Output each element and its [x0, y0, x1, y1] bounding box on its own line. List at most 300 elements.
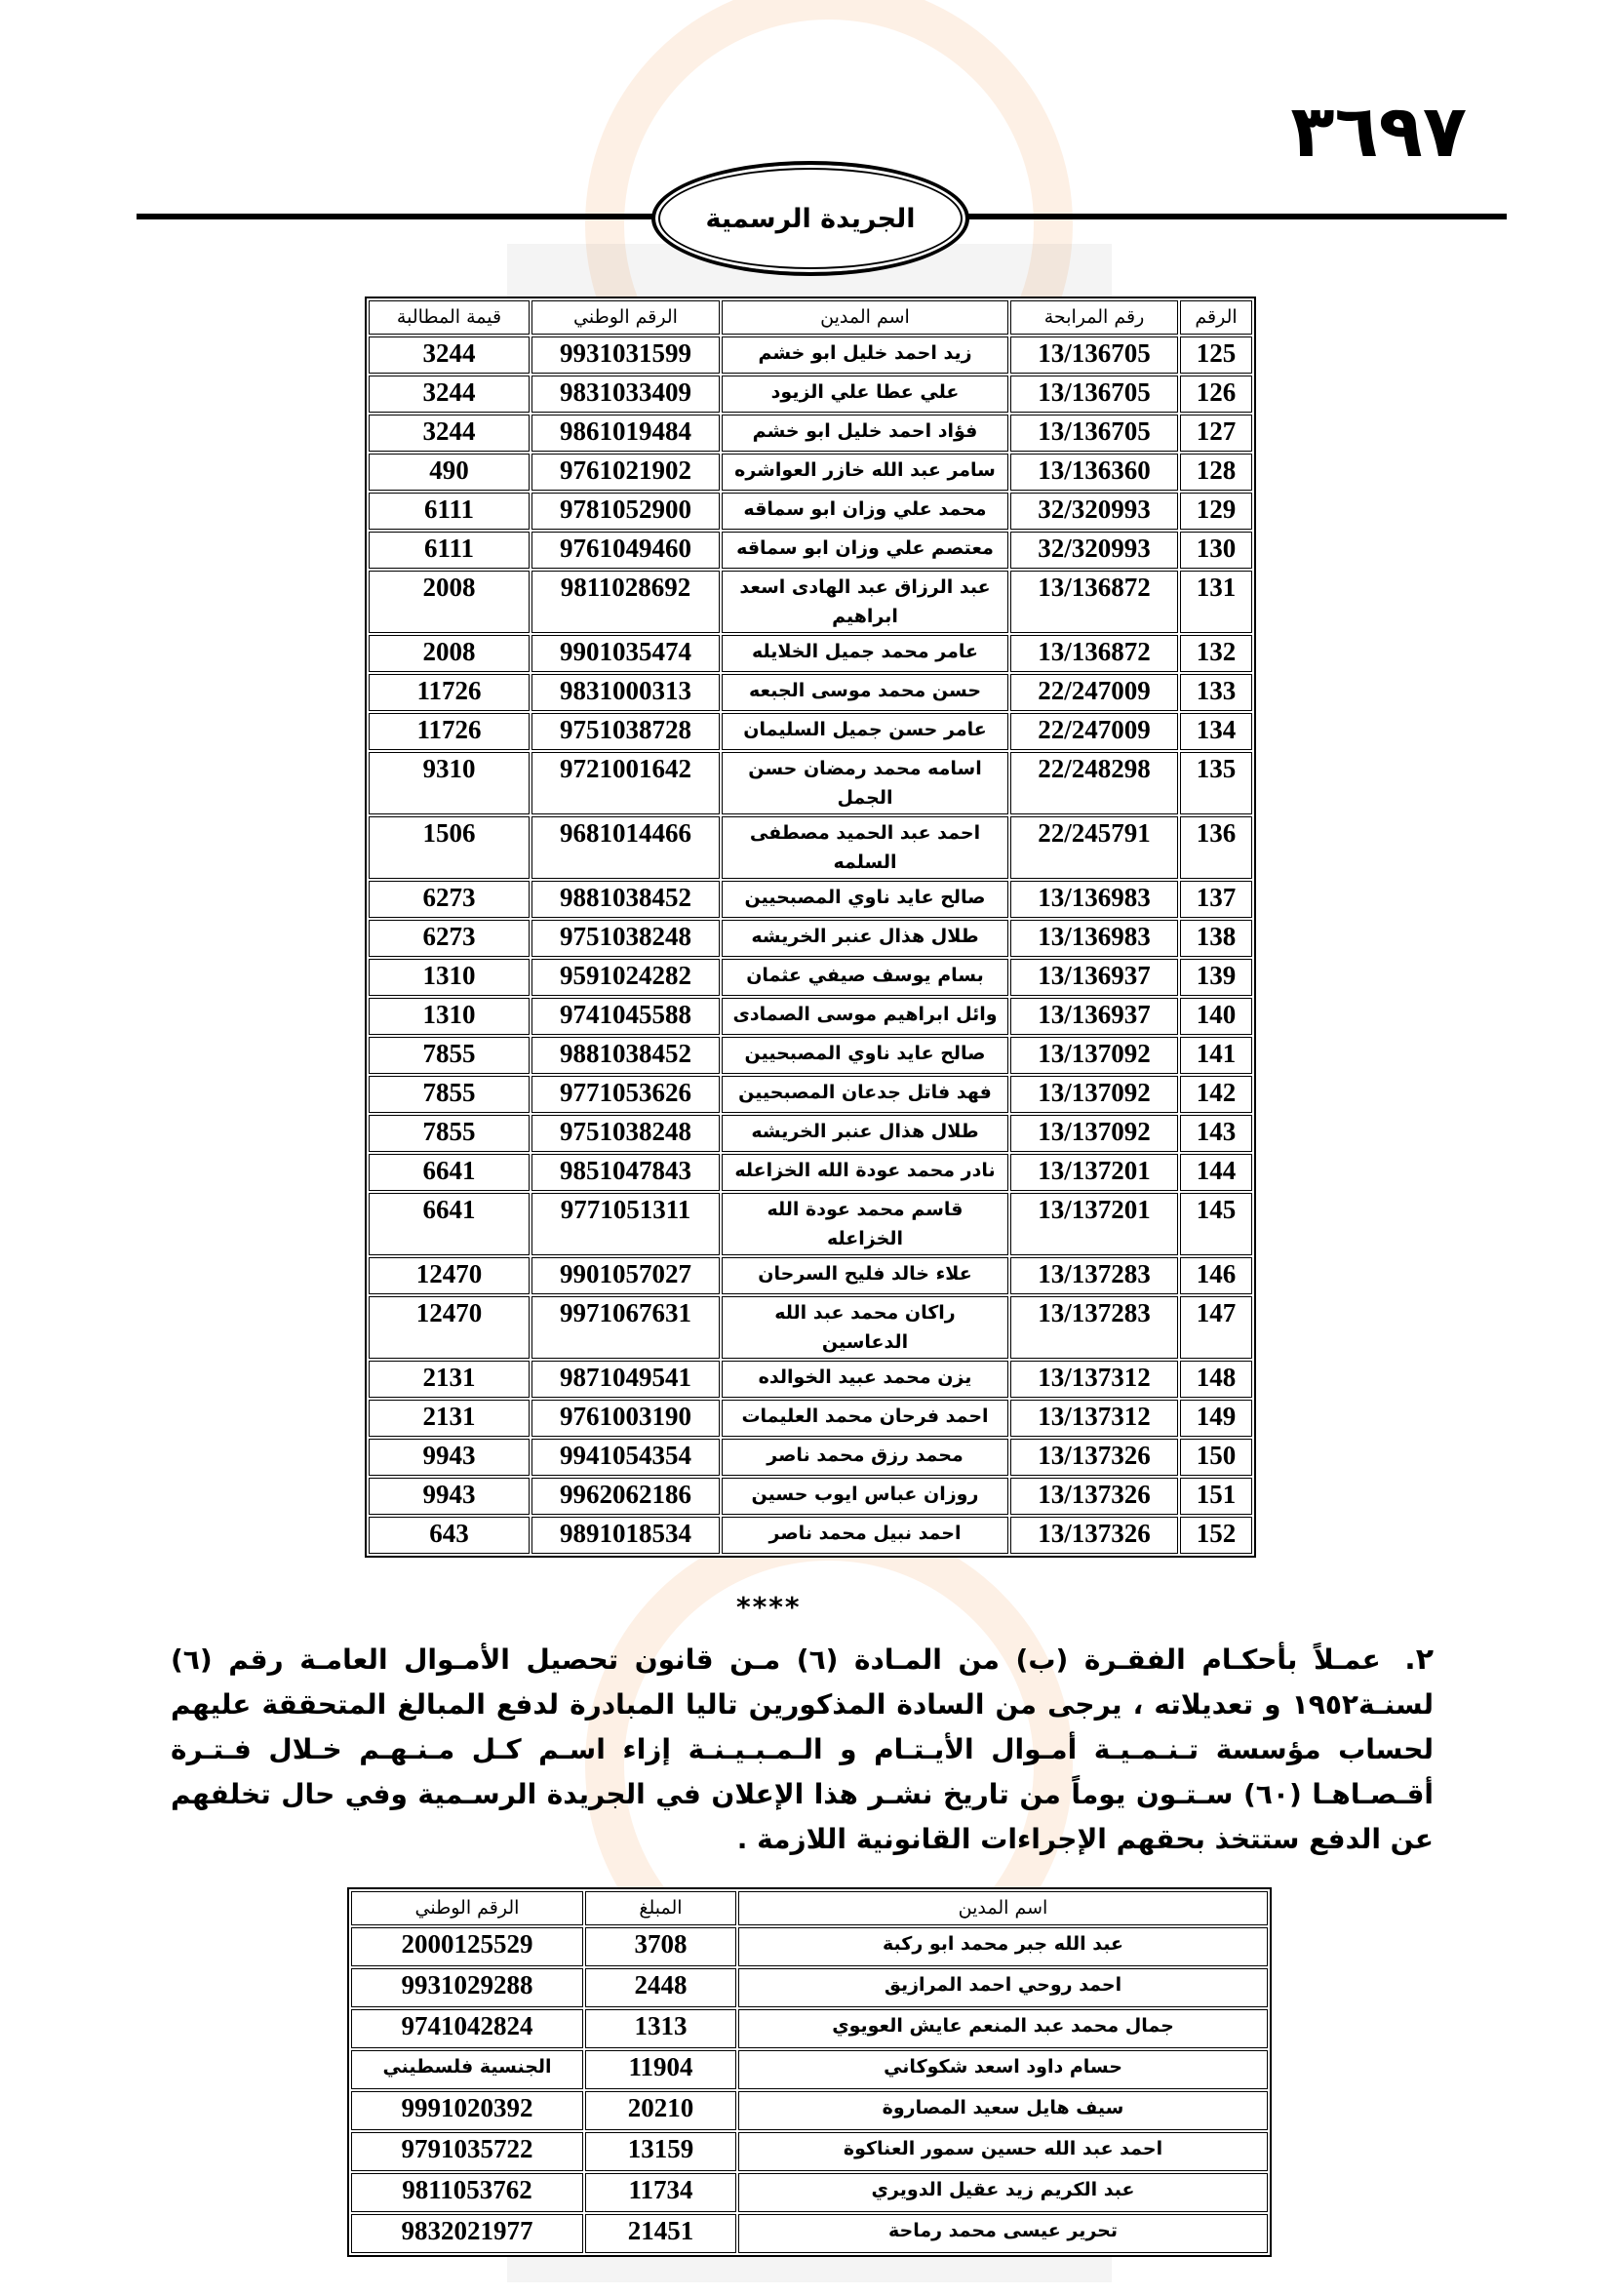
row-number: 147	[1196, 1298, 1237, 1327]
amount: 13159	[627, 2134, 694, 2163]
murabaha-number-cell	[1010, 713, 1178, 750]
debtor-name-cell	[722, 959, 1008, 996]
national-id: 9751038248	[560, 1117, 691, 1146]
column-header-name: اسم المدين	[738, 1891, 1268, 1925]
table-row	[369, 1517, 1252, 1554]
debtor-name-cell	[738, 2009, 1268, 2048]
debtor-name-cell	[722, 920, 1008, 957]
amount-cell	[585, 2009, 736, 2048]
national-id-cell	[531, 816, 720, 879]
row-number: 125	[1196, 338, 1237, 368]
amount: 2448	[634, 1970, 688, 1999]
debtor-name: فؤاد احمد خليل ابو خشم	[752, 420, 978, 442]
claim-amount: 6111	[423, 534, 475, 563]
claim-amount-cell	[369, 1517, 530, 1554]
claim-amount: 11726	[416, 676, 482, 705]
debtor-name: سيف هايل سعيد المصاروة	[882, 2097, 1124, 2118]
national-id: 9901035474	[560, 637, 691, 666]
claim-amount: 643	[429, 1519, 469, 1548]
claim-amount: 3244	[422, 377, 476, 407]
debtor-name: عبد الرزاق عبد الهادى اسعد ابراهيم	[739, 576, 991, 627]
row-number-cell	[1180, 376, 1252, 413]
murabaha-number-cell	[1010, 635, 1178, 672]
murabaha-number-cell	[1010, 752, 1178, 814]
national-id-cell	[351, 2050, 583, 2089]
amount-cell	[585, 2173, 736, 2212]
national-id: 9851047843	[560, 1156, 691, 1185]
debtor-name: وائل ابراهيم موسى الصمادى	[732, 1004, 998, 1025]
national-id-cell	[351, 2214, 583, 2253]
national-id: 9891018534	[560, 1519, 691, 1548]
national-id-cell	[531, 1296, 720, 1359]
murabaha-number: 13/136705	[1038, 416, 1151, 446]
claim-amount: 6111	[423, 495, 475, 524]
murabaha-number: 13/137092	[1038, 1039, 1151, 1068]
murabaha-number-cell	[1010, 1076, 1178, 1113]
national-id-cell	[531, 635, 720, 672]
debtor-name-cell	[722, 454, 1008, 491]
national-id-cell	[531, 959, 720, 996]
claim-amount: 12470	[415, 1259, 483, 1288]
national-id-cell	[531, 1439, 720, 1476]
claim-amount-cell	[369, 415, 530, 452]
row-number: 143	[1196, 1117, 1237, 1146]
debtor-name-cell	[722, 816, 1008, 879]
national-id-cell	[531, 1361, 720, 1398]
national-id: 9831000313	[560, 676, 691, 705]
table-row	[351, 1927, 1268, 1966]
national-id: 9791035722	[401, 2134, 533, 2163]
debtor-name: حسام داود اسعد شكوكاني	[884, 2056, 1122, 2078]
national-id: 9761049460	[560, 534, 691, 563]
national-id-cell	[531, 1257, 720, 1294]
row-number-cell	[1180, 1517, 1252, 1554]
claim-amount-cell	[369, 674, 530, 711]
debtor-name-cell	[722, 1517, 1008, 1554]
claim-amount-cell	[369, 1115, 530, 1152]
murabaha-number: 13/136937	[1038, 961, 1151, 990]
murabaha-number: 13/137283	[1038, 1259, 1151, 1288]
national-id-cell	[531, 493, 720, 530]
claim-amount-cell	[369, 571, 530, 633]
table-row	[369, 881, 1252, 918]
publication-title: الجريدة الرسمية	[705, 203, 916, 234]
claim-amount: 1310	[422, 961, 476, 990]
debtor-name: عامر محمد جميل الخلايله	[751, 641, 979, 662]
debtor-name-cell	[722, 635, 1008, 672]
row-number: 146	[1196, 1259, 1237, 1288]
claim-amount-cell	[369, 752, 530, 814]
row-number-cell	[1180, 571, 1252, 633]
national-id-cell	[531, 376, 720, 413]
debtor-name-cell	[738, 1927, 1268, 1966]
claim-amount-cell	[369, 1361, 530, 1398]
national-id-cell	[531, 1076, 720, 1113]
debtor-name-cell	[722, 493, 1008, 530]
table-row	[351, 1968, 1268, 2007]
claim-amount-cell	[369, 454, 530, 491]
national-id: 9751038728	[560, 715, 691, 744]
claim-amount: 3244	[422, 338, 476, 368]
column-header-amount: قيمة المطالبة	[369, 300, 530, 335]
debtor-name-cell	[722, 1076, 1008, 1113]
table-row	[369, 1257, 1252, 1294]
row-number: 129	[1196, 495, 1237, 524]
row-number: 144	[1196, 1156, 1237, 1185]
row-number-cell	[1180, 1257, 1252, 1294]
amount: 3708	[634, 1929, 688, 1959]
table-row	[351, 2214, 1268, 2253]
claim-amount: 9310	[422, 754, 476, 783]
murabaha-number: 13/136360	[1038, 455, 1151, 485]
amount: 20210	[627, 2093, 694, 2122]
murabaha-number: 13/137201	[1038, 1156, 1151, 1185]
national-id: 9751038248	[560, 922, 691, 951]
amount: 11734	[628, 2175, 693, 2204]
claim-amount: 3244	[422, 416, 476, 446]
national-id: 9811028692	[560, 573, 691, 602]
debtor-name-cell	[738, 2091, 1268, 2130]
table-header-row	[351, 1891, 1268, 1925]
national-id: 9811053762	[402, 2175, 532, 2204]
row-number-cell	[1180, 713, 1252, 750]
national-id-cell	[531, 454, 720, 491]
murabaha-number-cell	[1010, 998, 1178, 1035]
national-id: 2000125529	[401, 1929, 533, 1959]
amount: 1313	[634, 2011, 688, 2040]
row-number-cell	[1180, 1296, 1252, 1359]
national-id: 9901057027	[560, 1259, 691, 1288]
row-number-cell	[1180, 336, 1252, 374]
debtor-name-cell	[722, 752, 1008, 814]
debtor-name: عبد الله جبر محمد ابو ركبة	[883, 1933, 1123, 1955]
row-number-cell	[1180, 920, 1252, 957]
notice-text: عمـلاً بأحكـام الفقـرة (ب) من المـادة (٦) مـن قانون تحصيل الأمـوال العامـة رقم (٦) لسنـة١٩٥٢ و تعديلاته ، يرجى من السادة المذكورين تاليا المبادرة لدفع المبالغ المتحققة عليهم لحساب مؤسسة تـنـمـيـة أمـوال الأيـتـام و الـمـبـيـنـة إزاء اسـم كـل مـنـهـم خـلال فـتـرة أقـصـاهـا (٦٠) سـتـون يوماً من تاريخ نشـر هذا الإعلان في الجريدة الرسـمية وفي حال تخلفهم عن الدفع ستتخذ بحقهم الإجراءات القانونية اللازمة .	[171, 1643, 1434, 1855]
debtor-name: يزن محمد عبيد الخوالده	[758, 1366, 972, 1388]
debtor-name-cell	[722, 1037, 1008, 1074]
table-row	[369, 674, 1252, 711]
table-row	[369, 376, 1252, 413]
murabaha-number: 13/137092	[1038, 1078, 1151, 1107]
page-body	[0, 297, 1613, 2296]
row-number: 145	[1196, 1195, 1237, 1224]
national-id-cell	[531, 532, 720, 569]
table-row	[369, 336, 1252, 374]
national-id: 9832021977	[401, 2216, 533, 2245]
murabaha-number: 32/320993	[1038, 534, 1151, 563]
row-number-cell	[1180, 674, 1252, 711]
row-number-cell	[1180, 635, 1252, 672]
table-row	[369, 713, 1252, 750]
national-id-cell	[531, 571, 720, 633]
row-number: 151	[1196, 1480, 1237, 1509]
murabaha-number: 13/136872	[1038, 637, 1151, 666]
murabaha-number-cell	[1010, 881, 1178, 918]
row-number-cell	[1180, 454, 1252, 491]
amount-cell	[585, 1968, 736, 2007]
claim-amount-cell	[369, 376, 530, 413]
national-id-cell	[531, 336, 720, 374]
column-header-amount: المبلغ	[585, 1891, 736, 1925]
claim-amount: 2131	[422, 1363, 476, 1392]
murabaha-number: 13/137092	[1038, 1117, 1151, 1146]
debtor-name-cell	[722, 532, 1008, 569]
murabaha-number: 13/136983	[1038, 922, 1151, 951]
national-id-cell	[531, 1193, 720, 1255]
table-row	[369, 415, 1252, 452]
debtor-name: علي عطا علي الزيود	[770, 381, 960, 403]
murabaha-number: 13/136705	[1038, 338, 1151, 368]
murabaha-number: 13/136983	[1038, 883, 1151, 912]
table-row	[369, 920, 1252, 957]
claim-amount: 490	[429, 455, 469, 485]
table-row	[369, 752, 1252, 814]
murabaha-number-cell	[1010, 532, 1178, 569]
amount-cell	[585, 2214, 736, 2253]
murabaha-number: 32/320993	[1038, 495, 1151, 524]
national-id: 9681014466	[560, 818, 691, 848]
claim-amount-cell	[369, 1193, 530, 1255]
row-number-cell	[1180, 1076, 1252, 1113]
amount-cell	[585, 1927, 736, 1966]
debtor-name: معتصم علي وزان ابو سماقه	[736, 537, 994, 559]
table-row	[369, 532, 1252, 569]
debtor-name: احمد عبد الله حسين سمور العناكوة	[843, 2138, 1163, 2159]
row-number-cell	[1180, 881, 1252, 918]
claim-amount-cell	[369, 635, 530, 672]
murabaha-number-cell	[1010, 674, 1178, 711]
national-id-cell	[531, 415, 720, 452]
national-id: 9861019484	[560, 416, 691, 446]
national-id-cell	[351, 2091, 583, 2130]
table-row	[369, 1439, 1252, 1476]
national-id: 9721001642	[560, 754, 691, 783]
national-id: 9871049541	[560, 1363, 691, 1392]
debtor-name-cell	[722, 998, 1008, 1035]
amount: 11904	[628, 2052, 693, 2081]
table-row	[369, 454, 1252, 491]
claim-amount-cell	[369, 713, 530, 750]
claim-amount: 2008	[422, 637, 476, 666]
national-id: 9741045588	[560, 1000, 691, 1029]
murabaha-number-cell	[1010, 1478, 1178, 1515]
row-number-cell	[1180, 752, 1252, 814]
debtor-name-cell	[722, 1193, 1008, 1255]
murabaha-number-cell	[1010, 454, 1178, 491]
table-row	[369, 816, 1252, 879]
claim-amount-cell	[369, 959, 530, 996]
row-number: 152	[1196, 1519, 1237, 1548]
national-id: 9931031599	[560, 338, 691, 368]
table-row	[369, 571, 1252, 633]
table-row	[351, 2091, 1268, 2130]
claim-amount-cell	[369, 1037, 530, 1074]
murabaha-number: 13/136937	[1038, 1000, 1151, 1029]
row-number-cell	[1180, 532, 1252, 569]
row-number-cell	[1180, 816, 1252, 879]
national-id-cell	[351, 2173, 583, 2212]
amount-cell	[585, 2091, 736, 2130]
murabaha-number-cell	[1010, 493, 1178, 530]
murabaha-number: 22/248298	[1038, 754, 1151, 783]
debtor-name: قاسم محمد عودة الله الخزاعله	[767, 1199, 964, 1249]
national-id: 9991020392	[401, 2093, 533, 2122]
murabaha-number-cell	[1010, 1257, 1178, 1294]
column-header-name: اسم المدين	[722, 300, 1008, 335]
debtor-name-cell	[738, 2132, 1268, 2171]
debtor-name: محمد رزق محمد ناصر	[767, 1445, 964, 1466]
murabaha-number-cell	[1010, 376, 1178, 413]
national-id: 9931029288	[401, 1970, 533, 1999]
table-row	[369, 1296, 1252, 1359]
table-row	[369, 1478, 1252, 1515]
national-id-cell	[531, 1478, 720, 1515]
row-number-cell	[1180, 1154, 1252, 1191]
claim-amount: 12470	[415, 1298, 483, 1327]
debtor-name: عبد الكريم زيد عقيل الدويري	[871, 2179, 1135, 2200]
debtor-name-cell	[722, 415, 1008, 452]
national-id-cell	[531, 1037, 720, 1074]
debtors-table-2	[347, 1887, 1272, 2257]
claim-amount: 11726	[416, 715, 482, 744]
table-row	[369, 998, 1252, 1035]
row-number-cell	[1180, 1193, 1252, 1255]
murabaha-number-cell	[1010, 1296, 1178, 1359]
column-header-national-id: الرقم الوطني	[531, 300, 720, 335]
national-id: 9831033409	[560, 377, 691, 407]
debtor-name-cell	[722, 1296, 1008, 1359]
row-number: 127	[1196, 416, 1237, 446]
debtor-name-cell	[722, 1400, 1008, 1437]
national-id: 9881038452	[560, 883, 691, 912]
claim-amount: 7855	[422, 1078, 476, 1107]
national-id-cell	[351, 1927, 583, 1966]
claim-amount-cell	[369, 881, 530, 918]
debtors-table-1	[365, 297, 1256, 1558]
claim-amount-cell	[369, 532, 530, 569]
murabaha-number: 13/137326	[1038, 1441, 1151, 1470]
murabaha-number-cell	[1010, 1193, 1178, 1255]
table-row	[369, 1115, 1252, 1152]
publication-masthead	[651, 161, 969, 276]
debtor-name: محمد علي وزان ابو سماقه	[743, 498, 987, 520]
table-row	[369, 1076, 1252, 1113]
table-row	[369, 1361, 1252, 1398]
national-id-cell	[531, 920, 720, 957]
column-header-number: الرقم	[1180, 300, 1252, 335]
row-number-cell	[1180, 1037, 1252, 1074]
row-number-cell	[1180, 1478, 1252, 1515]
claim-amount-cell	[369, 1400, 530, 1437]
table-row	[369, 959, 1252, 996]
national-id-cell	[531, 752, 720, 814]
amount-cell	[585, 2132, 736, 2171]
debtor-name: احمد فرحان محمد العليمات	[741, 1405, 989, 1427]
column-header-murabaha: رقم المرابحة	[1010, 300, 1178, 335]
claim-amount-cell	[369, 920, 530, 957]
table-header-row	[369, 300, 1252, 335]
debtor-name: راكان محمد عبد الله الدعاسين	[774, 1302, 956, 1353]
table-row	[369, 1154, 1252, 1191]
murabaha-number-cell	[1010, 1361, 1178, 1398]
murabaha-number-cell	[1010, 571, 1178, 633]
claim-amount: 6273	[422, 883, 476, 912]
debtor-name: روزان عباس ايوب حسين	[751, 1484, 979, 1505]
debtor-name-cell	[722, 1478, 1008, 1515]
claim-amount: 7855	[422, 1117, 476, 1146]
claim-amount-cell	[369, 1257, 530, 1294]
claim-amount-cell	[369, 1076, 530, 1113]
national-id: 9741042824	[401, 2011, 533, 2040]
table-row	[369, 635, 1252, 672]
national-id: 9962062186	[560, 1480, 691, 1509]
claim-amount: 2008	[422, 573, 476, 602]
murabaha-number: 13/137312	[1038, 1363, 1151, 1392]
murabaha-number-cell	[1010, 920, 1178, 957]
national-id: 9941054354	[560, 1441, 691, 1470]
murabaha-number: 13/137283	[1038, 1298, 1151, 1327]
row-number: 141	[1196, 1039, 1237, 1068]
debtor-name-cell	[722, 713, 1008, 750]
murabaha-number: 13/137326	[1038, 1480, 1151, 1509]
murabaha-number-cell	[1010, 336, 1178, 374]
national-id-cell	[531, 1517, 720, 1554]
murabaha-number-cell	[1010, 959, 1178, 996]
claim-amount-cell	[369, 1478, 530, 1515]
notice-paragraph	[171, 1638, 1434, 1862]
debtor-name-cell	[722, 1115, 1008, 1152]
debtor-name: عامر حسن جميل السليمان	[743, 719, 987, 740]
claim-amount-cell	[369, 1296, 530, 1359]
row-number: 136	[1196, 818, 1237, 848]
amount-cell	[585, 2050, 736, 2089]
row-number-cell	[1180, 415, 1252, 452]
debtor-name: حسن محمد موسى الجبعه	[748, 680, 982, 701]
national-id-cell	[531, 674, 720, 711]
section-separator: ****	[736, 1591, 802, 1623]
table-row	[351, 2009, 1268, 2048]
national-id: 9761021902	[560, 455, 691, 485]
murabaha-number-cell	[1010, 415, 1178, 452]
row-number: 139	[1196, 961, 1237, 990]
claim-amount-cell	[369, 816, 530, 879]
murabaha-number: 13/137312	[1038, 1402, 1151, 1431]
claim-amount-cell	[369, 336, 530, 374]
debtor-name: احمد روحي احمد المرازيق	[884, 1974, 1122, 1996]
row-number: 132	[1196, 637, 1237, 666]
debtor-name: نادر محمد عودة الله الخزاعله	[734, 1160, 996, 1181]
national-id: 9881038452	[560, 1039, 691, 1068]
debtor-name-cell	[722, 1439, 1008, 1476]
row-number-cell	[1180, 1439, 1252, 1476]
murabaha-number: 13/137326	[1038, 1519, 1151, 1548]
page-number: ٣٦٩٧	[1290, 90, 1467, 174]
row-number-cell	[1180, 1400, 1252, 1437]
debtor-name: جمال محمد عبد المنعم عايش العويوي	[832, 2015, 1174, 2037]
table-row	[369, 1400, 1252, 1437]
debtor-name-cell	[722, 376, 1008, 413]
national-id-cell	[351, 2009, 583, 2048]
row-number: 135	[1196, 754, 1237, 783]
national-id-cell	[531, 1154, 720, 1191]
claim-amount-cell	[369, 1154, 530, 1191]
debtor-name: علاء خالد فليح السرحان	[758, 1263, 972, 1285]
claim-amount-cell	[369, 493, 530, 530]
row-number: 137	[1196, 883, 1237, 912]
murabaha-number-cell	[1010, 1115, 1178, 1152]
notice-number: ٢.	[1404, 1643, 1435, 1677]
debtor-name-cell	[738, 2173, 1268, 2212]
